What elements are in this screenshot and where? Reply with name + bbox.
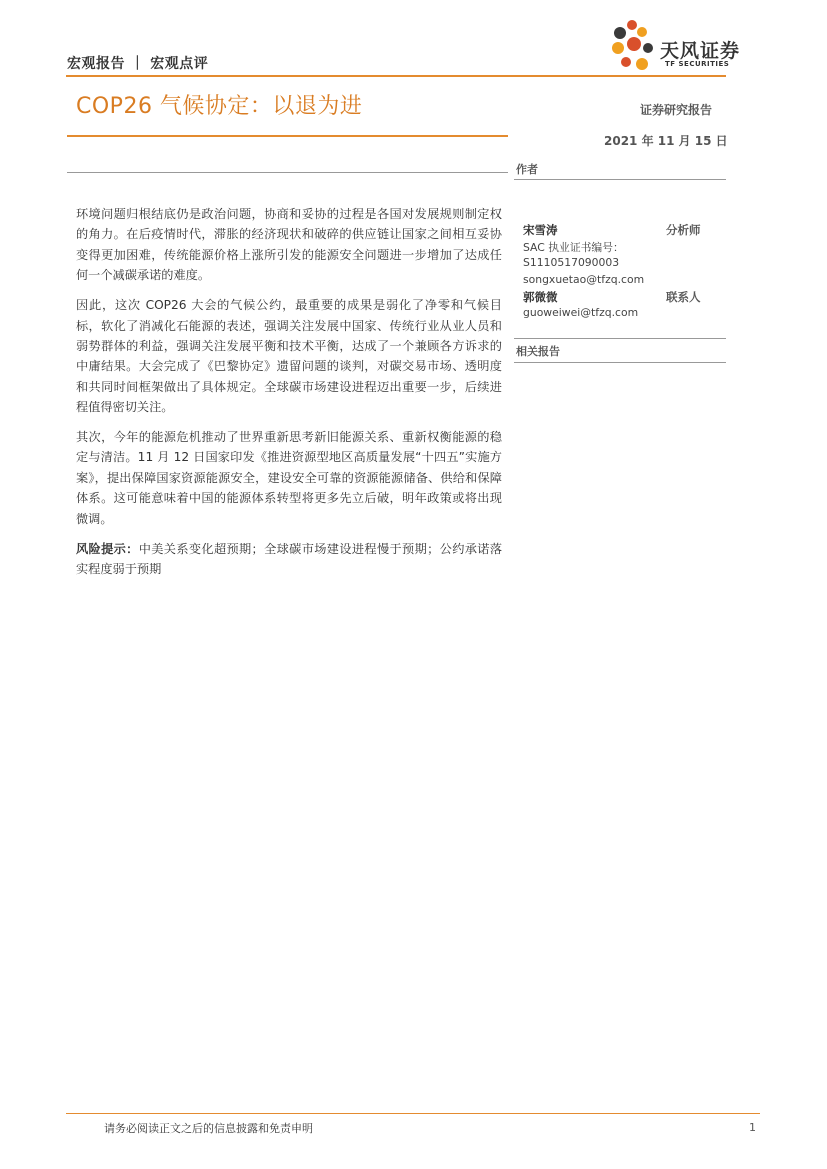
report-title: COP26 气候协定：以退为进 [76,94,363,119]
author-heading: 作者 [516,163,538,176]
logo-petals-icon [608,18,658,74]
risk-warning [76,539,502,580]
report-date: 2021 年 11 月 15 日 [604,134,728,148]
author-email[interactable]: songxuetao@tfzq.com [523,273,645,286]
author-cert: S1110517090003 [523,256,620,269]
contact-role: 联系人 [666,290,701,304]
report-category: 宏观报告 ｜ 宏观点评 [67,56,209,72]
title-divider [67,135,508,137]
author-divider [514,179,726,180]
related-reports-heading: 相关报告 [516,345,560,358]
footer-disclaimer: 请务必阅读正文之后的信息披露和免责申明 [104,1122,313,1135]
report-type: 证券研究报告 [640,103,713,117]
author-name: 宋雪涛 [523,223,558,237]
company-logo [608,18,741,74]
summary-divider [67,172,508,173]
author-cert-label: SAC 执业证书编号： [523,241,624,254]
header-divider [66,75,726,77]
risk-label: 风险提示： [76,541,139,556]
footer-divider [66,1113,760,1114]
author-role: 分析师 [666,223,701,237]
report-body [76,204,502,589]
page-number: 1 [749,1121,756,1134]
related-divider [514,362,726,363]
body-paragraph-2: 因此，这次 COP26 大会的气候公约，最重要的成果是弱化了净零和气候目标，软化了消减化石能源的表述，强调关注发展中国家、传统行业从业人员和弱势群体的利益，强调关注发展平衡和技术平衡，达成了一个兼顾各方诉求的中庸结果。大会完成了《巴黎协定》遗留问题的谈判，对碳交易市场、透明度和共同时间框架做出了具体规定。全球碳市场建设进程迈出重要一步，后续进程值得密切关注。 [76,298,502,415]
risk-text: 中美关系变化超预期；全球碳市场建设进程慢于预期；公约承诺落实程度弱于预期 [76,541,503,576]
body-paragraph-1: 环境问题归根结底仍是政治问题，协商和妥协的过程是各国对发展规则制定权的角力。在后疫情时代，滞胀的经济现状和破碎的供应链让国家之间相互妥协变得更加困难，传统能源价格上涨所引发的能源安全问题进一步增加了达成任何一个减碳承诺的难度。 [76,207,502,283]
related-top-divider [514,338,726,339]
logo-name-cn: 天风证券 [660,40,741,62]
contact-name: 郭微微 [523,290,558,304]
body-paragraph-3: 其次，今年的能源危机推动了世界重新思考新旧能源关系、重新权衡能源的稳定与清洁。11 月 12 日国家印发《推进资源型地区高质量发展“十四五”实施方案》，提出保障国家资源能源安全，建设安全可靠的资源能源储备、供给和保障体系。这可能意味着中国的能源体系转型将更多先立后破，明年政策或将出现微调。 [76,430,502,526]
contact-email[interactable]: guoweiwei@tfzq.com [523,306,639,319]
logo-name-en: TF SECURITIES [665,60,730,68]
